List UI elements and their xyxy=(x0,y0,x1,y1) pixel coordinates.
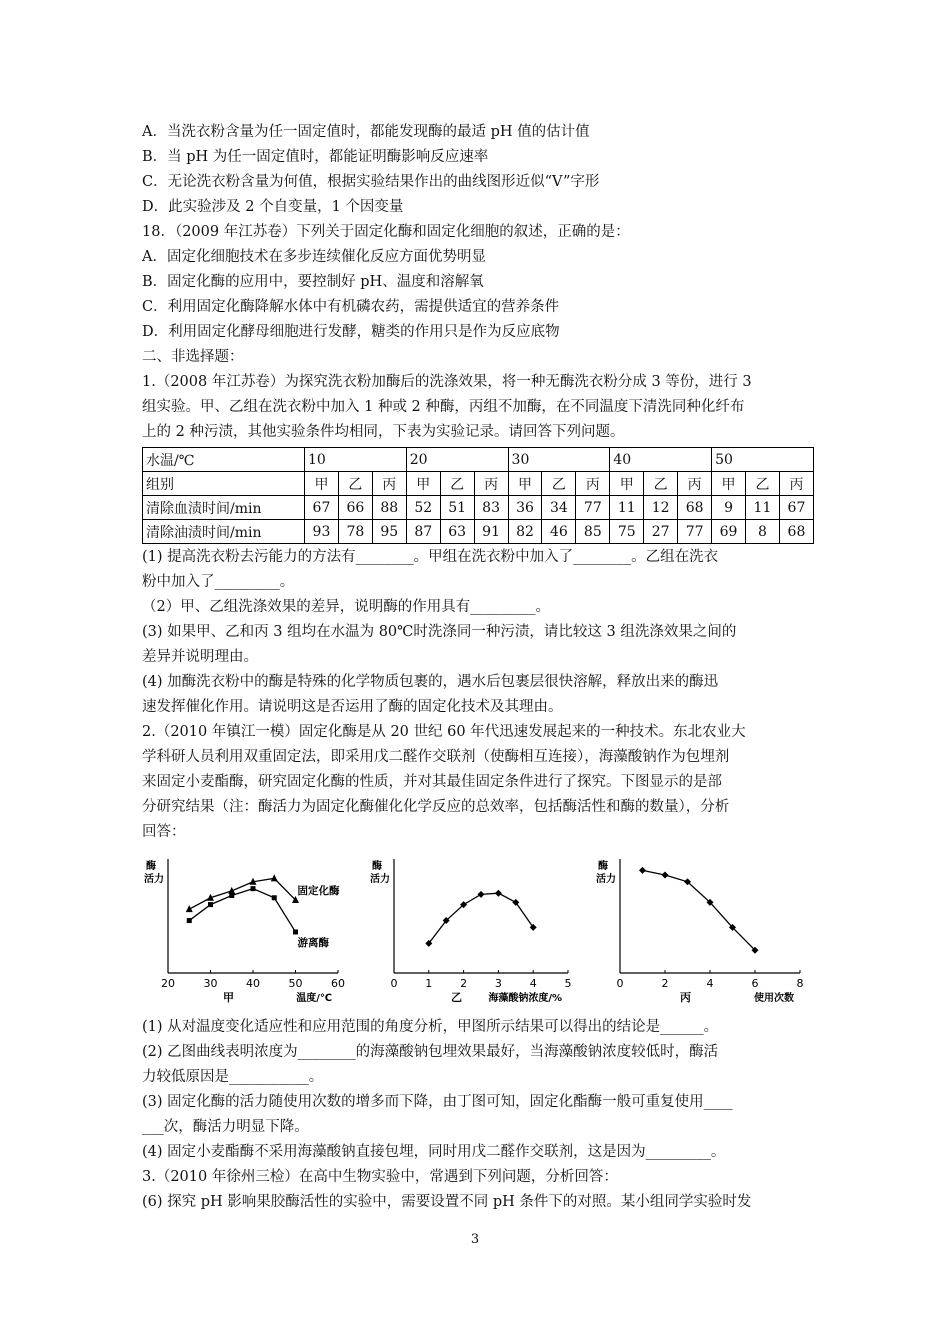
text-line: 粉中加入了_________。 xyxy=(142,574,295,590)
text-line: ___次，酶活力明显下降。 xyxy=(142,1119,309,1135)
text-line: 1.（2008 年江苏卷）为探究洗衣粉加酶后的洗涤效果，将一种无酶洗衣粉分成 3 等份，进行 3 xyxy=(142,374,752,390)
x-tick-label: 20 xyxy=(161,977,175,990)
data-point xyxy=(186,905,193,912)
text-line: 18．（2009 年江苏卷）下列关于固定化酶和固定化细胞的叙述，正确的是： xyxy=(142,224,630,240)
table-cell: 95 xyxy=(372,520,406,544)
table-cell: 52 xyxy=(406,496,440,520)
y-axis-label: 酶 xyxy=(372,861,382,872)
x-tick-label: 60 xyxy=(331,977,345,990)
table-cell: 乙 xyxy=(542,472,576,496)
x-tick-label: 2 xyxy=(661,977,669,990)
data-point xyxy=(251,886,256,891)
table-row xyxy=(143,496,814,520)
table-cell: 甲 xyxy=(712,472,746,496)
series-line xyxy=(643,870,756,950)
panel-label: 乙 xyxy=(451,991,462,1004)
table-cell: 丙 xyxy=(372,472,406,496)
x-tick-label: 1 xyxy=(425,977,433,990)
data-point xyxy=(229,893,234,898)
table-cell: 乙 xyxy=(440,472,474,496)
x-tick-label: 4 xyxy=(706,977,714,990)
text-line: (4) 固定小麦酯酶不采用海藻酸钠直接包埋，同时用戊二醛作交联剂，这是因为_________。 xyxy=(142,1144,726,1160)
text-line: (6) 探究 pH 影响果胶酶活性的实验中，需要设置不同 pH 条件下的对照。某小组同学实验时发 xyxy=(142,1194,752,1210)
table-cell: 87 xyxy=(406,520,440,544)
table-cell: 77 xyxy=(678,520,712,544)
x-tick-label: 8 xyxy=(796,977,804,990)
table-row xyxy=(143,520,814,544)
table-row xyxy=(143,448,814,472)
text-line: A．当洗衣粉含量为任一固定值时，都能发现酶的最适 pH 值的估计值 xyxy=(142,124,590,140)
table-cell: 20 xyxy=(406,448,508,472)
table-cell: 12 xyxy=(644,496,678,520)
table-cell: 66 xyxy=(338,496,372,520)
x-tick-label: 50 xyxy=(288,977,303,990)
series-line xyxy=(189,878,295,909)
text-line: (4) 加酶洗衣粉中的酶是特殊的化学物质包裹的，遇水后包裹层很快溶解，释放出来的酶迅 xyxy=(142,674,719,690)
table-cell: 甲 xyxy=(508,472,542,496)
table-cell: 乙 xyxy=(338,472,372,496)
table-cell: 69 xyxy=(712,520,746,544)
table-cell: 丙 xyxy=(779,472,813,496)
x-tick-label: 40 xyxy=(246,977,260,990)
table-cell: 乙 xyxy=(644,472,678,496)
table-cell: 甲 xyxy=(406,472,440,496)
table-cell: 93 xyxy=(305,520,339,544)
table-cell: 91 xyxy=(474,520,508,544)
text-line: 3.（2010 年徐州三检）在高中生物实验中，常遇到下列问题，分析回答： xyxy=(142,1169,618,1185)
panel-label: 甲 xyxy=(223,991,234,1004)
text-line: 2.（2010 年镇江一模）固定化酶是从 20 世纪 60 年代迅速发展起来的一种技术。东北农业大 xyxy=(142,724,746,740)
page-body xyxy=(142,120,814,1215)
x-tick-label: 6 xyxy=(751,977,759,990)
text-line: 速发挥催化作用。请说明这是否运用了酶的固定化技术及其理由。 xyxy=(142,699,563,715)
table-cell: 34 xyxy=(542,496,576,520)
panel-label: 丙 xyxy=(680,991,691,1004)
x-tick-label: 2 xyxy=(460,977,468,990)
text-line: D．利用固定化酵母细胞进行发酵，糖类的作用只是作为反应底物 xyxy=(142,324,560,340)
series-line xyxy=(189,889,295,932)
text-line: A．固定化细胞技术在多步连续催化反应方面优势明显 xyxy=(142,249,486,265)
text-line: (3) 固定化酶的活力随使用次数的增多而下降，由丁图可知，固定化酯酶一般可重复使用____ xyxy=(142,1094,733,1110)
table-cell: 清除血渍时间/min xyxy=(143,496,305,520)
data-point xyxy=(187,918,192,923)
table-cell: 水温/℃ xyxy=(143,448,305,472)
data-point xyxy=(208,902,213,907)
x-tick-label: 30 xyxy=(203,977,218,990)
table-cell: 67 xyxy=(779,496,813,520)
y-axis-label: 活力 xyxy=(370,874,390,885)
table-cell: 77 xyxy=(576,496,610,520)
table-cell: 8 xyxy=(745,520,779,544)
table-cell: 9 xyxy=(712,496,746,520)
table-cell: 清除油渍时间/min xyxy=(143,520,305,544)
table-cell: 40 xyxy=(610,448,712,472)
table-cell: 75 xyxy=(610,520,644,544)
page-number: 3 xyxy=(470,1232,480,1247)
x-axis-label: 使用次数 xyxy=(754,993,794,1004)
text-line: 力较低原因是___________。 xyxy=(142,1069,324,1085)
x-axis-label: 海藻酸钠浓度/% xyxy=(488,993,562,1004)
chart-temperature xyxy=(142,849,356,1009)
chart-usage-count xyxy=(594,849,814,1009)
x-axis-label: 温度/℃ xyxy=(296,993,332,1004)
table-cell: 组别 xyxy=(143,472,305,496)
table-cell: 63 xyxy=(440,520,474,544)
x-tick-label: 3 xyxy=(494,977,502,990)
table-cell: 丙 xyxy=(576,472,610,496)
data-point xyxy=(272,895,277,900)
table-cell: 83 xyxy=(474,496,508,520)
text-line: 学科研人员利用双重固定法，即采用戊二醛作交联剂（使酶相互连接），海藻酸钠作为包埋剂 xyxy=(142,749,730,765)
figure-charts xyxy=(142,849,814,1009)
data-point xyxy=(662,871,669,878)
text-line: C．无论洗衣粉含量为何值，根据实验结果作出的曲线图形近似“V”字形 xyxy=(142,174,600,190)
text-line: (3) 如果甲、乙和丙 3 组均在水温为 80℃时洗涤同一种污渍，请比较这 3 组洗涤效果之间的 xyxy=(142,624,737,640)
table-cell: 78 xyxy=(338,520,372,544)
table-row xyxy=(143,472,814,496)
legend-label: 游离酶 xyxy=(297,936,329,949)
table-cell: 82 xyxy=(508,520,542,544)
chart-alginate-concentration xyxy=(368,849,582,1009)
table-cell: 11 xyxy=(610,496,644,520)
table-cell: 51 xyxy=(440,496,474,520)
table-cell: 丙 xyxy=(474,472,508,496)
data-point xyxy=(639,867,646,874)
questions-block-2 xyxy=(142,1015,814,1215)
table-cell: 46 xyxy=(542,520,576,544)
table-cell: 85 xyxy=(576,520,610,544)
text-line: （2）甲、乙组洗涤效果的差异，说明酶的作用具有_________。 xyxy=(142,599,550,615)
text-line: (1) 从对温度变化适应性和应用范围的角度分析，甲图所示结果可以得出的结论是______。 xyxy=(142,1019,719,1035)
table-cell: 甲 xyxy=(610,472,644,496)
table-cell: 68 xyxy=(779,520,813,544)
legend-label: 固定化酶 xyxy=(297,885,340,898)
y-axis-label: 酶 xyxy=(598,861,608,872)
table-cell: 36 xyxy=(508,496,542,520)
table-cell: 50 xyxy=(712,448,814,472)
x-tick-label: 4 xyxy=(529,977,537,990)
text-line: 二、非选择题： xyxy=(142,349,244,365)
table-cell: 乙 xyxy=(745,472,779,496)
table-cell: 11 xyxy=(745,496,779,520)
text-line: B．固定化酶的应用中，要控制好 pH、温度和溶解氧 xyxy=(142,274,484,290)
x-tick-label: 5 xyxy=(564,977,572,990)
text-line: 分研究结果（注：酶活力为固定化酶催化化学反应的总效率，包括酶活性和酶的数量），分析 xyxy=(142,799,730,815)
y-axis-label: 活力 xyxy=(596,874,616,885)
data-point xyxy=(293,929,298,934)
data-point xyxy=(495,890,502,897)
questions-block xyxy=(142,545,814,845)
table-cell: 甲 xyxy=(305,472,339,496)
text-line: (2) 乙图曲线表明浓度为________的海藻酸钠包埋效果最好，当海藻酸钠浓度较低时，酶活 xyxy=(142,1044,719,1060)
x-tick-label: 0 xyxy=(616,977,624,990)
table-cell: 88 xyxy=(372,496,406,520)
table-cell: 30 xyxy=(508,448,610,472)
y-axis-label: 酶 xyxy=(146,861,156,872)
table-cell: 68 xyxy=(678,496,712,520)
table-cell: 10 xyxy=(305,448,407,472)
x-tick-label: 0 xyxy=(390,977,398,990)
table-cell: 丙 xyxy=(678,472,712,496)
text-line: 组实验。甲、乙组在洗衣粉中加入 1 种或 2 种酶，丙组不加酶，在不同温度下清洗同种化纤布 xyxy=(142,399,745,415)
table-cell: 67 xyxy=(305,496,339,520)
data-point xyxy=(478,891,485,898)
text-line: B．当 pH 为任一固定值时，都能证明酶影响反应速率 xyxy=(142,149,489,165)
question-options-block xyxy=(142,120,814,445)
text-line: C．利用固定化酶降解水体中有机磷农药，需提供适宜的营养条件 xyxy=(142,299,560,315)
experiment-record-table xyxy=(142,447,814,544)
text-line: (1) 提高洗衣粉去污能力的方法有________。甲组在洗衣粉中加入了________。乙组在洗衣 xyxy=(142,549,719,565)
text-line: 回答： xyxy=(142,824,186,840)
table-cell: 27 xyxy=(644,520,678,544)
text-line: D．此实验涉及 2 个自变量，1 个因变量 xyxy=(142,199,404,215)
y-axis-label: 活力 xyxy=(144,874,164,885)
data-point xyxy=(271,874,278,881)
text-line: 差异并说明理由。 xyxy=(142,649,258,665)
text-line: 上的 2 种污渍，其他实验条件均相同，下表为实验记录。请回答下列问题。 xyxy=(142,424,625,440)
text-line: 来固定小麦酯酶，研究固定化酶的性质，并对其最佳固定条件进行了探究。下图显示的是部 xyxy=(142,774,722,790)
